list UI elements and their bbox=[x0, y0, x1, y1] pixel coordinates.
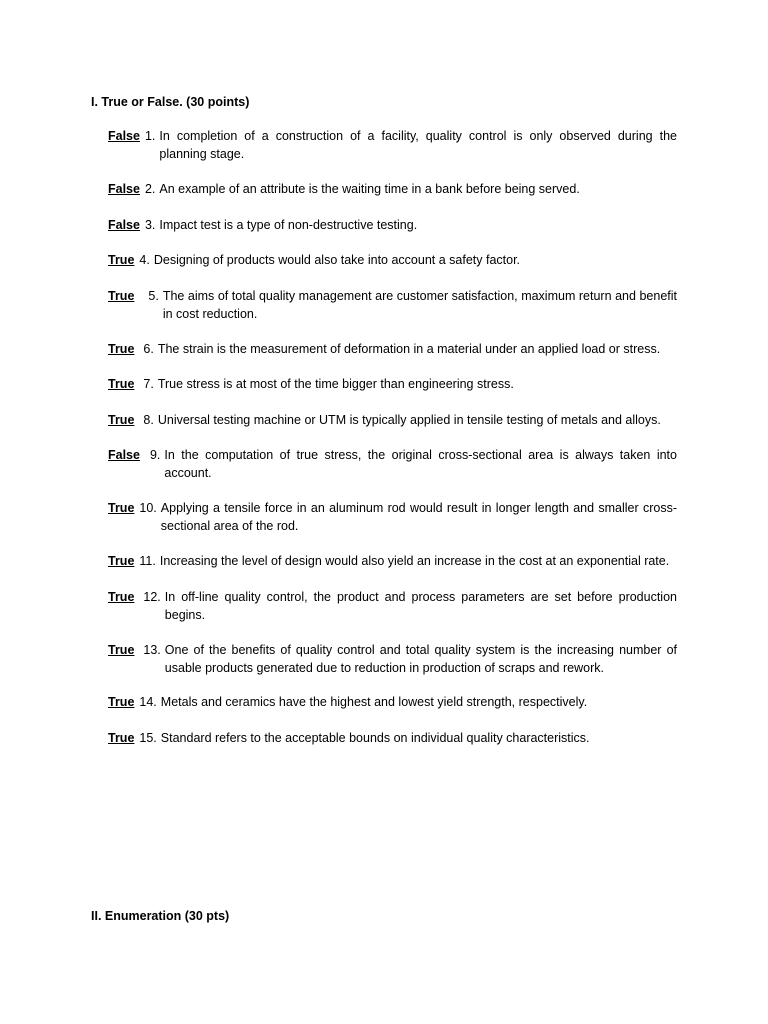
question-item-11 bbox=[108, 553, 677, 571]
question-text: One of the benefits of quality control and total quality system is the increasing number of usable products generated due to reduction in production of scraps and rework. bbox=[164, 643, 677, 675]
question-item-3 bbox=[108, 217, 677, 235]
answer-label: True bbox=[108, 501, 135, 515]
question-text: Impact test is a type of non-destructive testing. bbox=[159, 218, 418, 232]
question-item-7 bbox=[108, 376, 677, 394]
question-number: 4. bbox=[139, 253, 150, 267]
answer-label: True bbox=[108, 253, 135, 267]
question-text: Applying a tensile force in an aluminum rod would result in longer length and smaller cross-sectional area of the rod. bbox=[160, 501, 677, 533]
answer-label: True bbox=[108, 590, 135, 604]
answer-label: False bbox=[108, 129, 140, 143]
question-number: 5. bbox=[148, 289, 159, 303]
answer-label: True bbox=[108, 731, 135, 745]
question-item-2 bbox=[108, 181, 677, 199]
question-text: Universal testing machine or UTM is typically applied in tensile testing of metals and alloys. bbox=[157, 413, 661, 427]
question-text: Designing of products would also take into account a safety factor. bbox=[153, 253, 521, 267]
section-heading-true-or-false: I. True or False. (30 points) bbox=[91, 95, 250, 109]
question-number: 10. bbox=[139, 501, 157, 515]
question-text: Increasing the level of design would also yield an increase in the cost at an exponential rate. bbox=[159, 554, 670, 568]
answer-label: True bbox=[108, 342, 135, 356]
question-item-14 bbox=[108, 694, 677, 712]
question-item-4 bbox=[108, 252, 677, 270]
question-number: 6. bbox=[143, 342, 154, 356]
question-item-15 bbox=[108, 730, 677, 748]
question-text: The strain is the measurement of deformation in a material under an applied load or stress. bbox=[157, 342, 661, 356]
question-number: 14. bbox=[139, 695, 157, 709]
answer-label: True bbox=[108, 554, 135, 568]
question-number: 12. bbox=[143, 590, 161, 604]
question-number: 7. bbox=[143, 377, 154, 391]
question-number: 3. bbox=[144, 218, 156, 232]
question-text: The aims of total quality management are customer satisfaction, maximum return and benefit in cost reduction. bbox=[162, 289, 677, 321]
question-item-10 bbox=[108, 500, 677, 535]
question-item-13 bbox=[108, 642, 677, 677]
answer-label: False bbox=[108, 448, 140, 462]
question-text: In completion of a construction of a facility, quality control is only observed during the planning stage. bbox=[159, 129, 677, 161]
answer-label: True bbox=[108, 413, 135, 427]
question-item-1 bbox=[108, 128, 677, 163]
question-number: 15. bbox=[139, 731, 157, 745]
answer-label: True bbox=[108, 695, 135, 709]
question-number: 8. bbox=[143, 413, 154, 427]
section-heading-enumeration: II. Enumeration (30 pts) bbox=[91, 909, 230, 923]
question-item-5 bbox=[108, 288, 677, 323]
question-text: In the computation of true stress, the original cross-sectional area is always taken into account. bbox=[164, 448, 677, 480]
answer-label: False bbox=[108, 182, 140, 196]
question-item-8 bbox=[108, 412, 677, 430]
question-number: 13. bbox=[143, 643, 161, 657]
question-text: In off-line quality control, the product and process parameters are set before production begins. bbox=[164, 590, 677, 622]
answer-label: True bbox=[108, 377, 135, 391]
question-item-12 bbox=[108, 589, 677, 624]
answer-label: True bbox=[108, 289, 135, 303]
question-text: Metals and ceramics have the highest and lowest yield strength, respectively. bbox=[160, 695, 588, 709]
question-item-6 bbox=[108, 341, 677, 359]
answer-label: True bbox=[108, 643, 135, 657]
question-text: Standard refers to the acceptable bounds on individual quality characteristics. bbox=[160, 731, 590, 745]
answer-label: False bbox=[108, 218, 140, 232]
question-number: 1. bbox=[144, 129, 156, 143]
question-number: 9. bbox=[149, 448, 161, 462]
question-number: 2. bbox=[144, 182, 156, 196]
question-text: An example of an attribute is the waiting time in a bank before being served. bbox=[159, 182, 580, 196]
question-number: 11. bbox=[139, 554, 156, 568]
question-item-9 bbox=[108, 447, 677, 482]
question-text: True stress is at most of the time bigger than engineering stress. bbox=[157, 377, 514, 391]
